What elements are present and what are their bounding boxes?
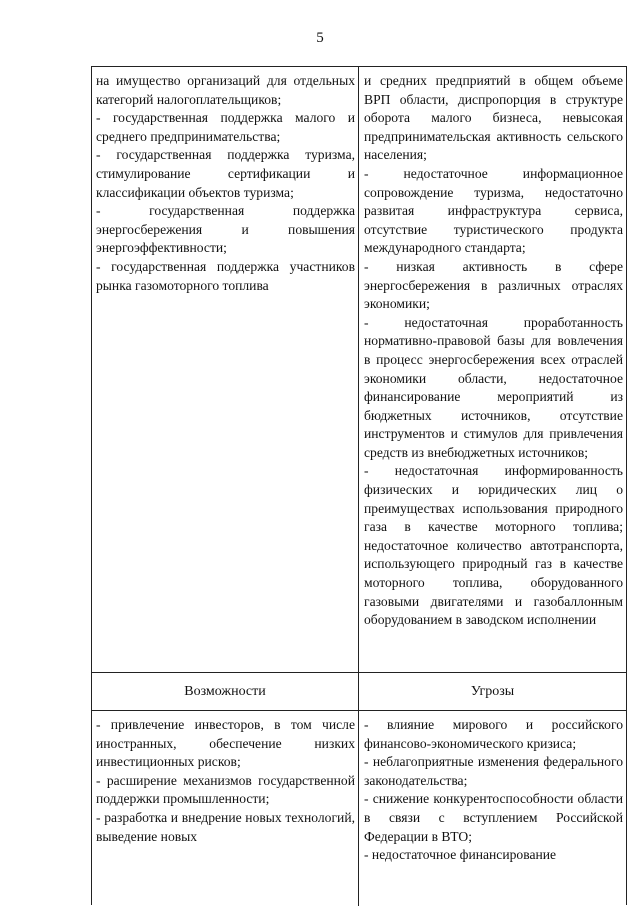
paragraph: и средних предприятий в общем объеме ВРП области, диспропорция в структуре оборота малого бизнеса, невысокая предпринимательская активность сельского населения; <box>364 73 623 163</box>
cell-support-measures <box>92 67 359 672</box>
paragraph: - государственная поддержка энергосбережения и повышения энергоэффективности; <box>96 203 355 256</box>
header-opportunities <box>92 673 359 710</box>
paragraph: - недостаточное информационное сопровождение туризма, недостаточно развитая инфраструктура сервиса, отсутствие туристического продукта международного стандарта; <box>364 165 623 256</box>
table-row-measures-weaknesses <box>92 67 626 673</box>
cell-threats <box>359 711 626 906</box>
paragraph: - снижение конкурентоспособности области в связи с вступлением Российской Федерации в ВТО; <box>364 791 623 844</box>
cell-opportunities <box>92 711 359 906</box>
paragraph: - привлечение инвесторов, в том числе иностранных, обеспечение низких инвестиционных рисков; <box>96 717 355 770</box>
paragraph: - государственная поддержка малого и среднего предпринимательства; <box>96 110 355 144</box>
paragraph: - влияние мирового и российского финансово-экономического кризиса; <box>364 717 623 751</box>
header-threats-label: Угрозы <box>470 683 515 699</box>
paragraph: - государственная поддержка туризма, стимулирование сертификации и классификации объектов туризма; <box>96 147 355 200</box>
table-row-opportunities-threats <box>92 711 626 906</box>
paragraph: - недостаточная проработанность нормативно-правовой базы для вовлечения в процесс энергосбережения всех отраслей экономики области, недостаточное финансирование мероприятий из бюджетных источников, отсутствие инструментов и стимулов для привлечения средств из внебюджетных источников; <box>364 314 623 460</box>
paragraph: - низкая активность в сфере энергосбережения в различных отраслях экономики; <box>364 258 623 312</box>
paragraph: на имущество организаций для отдельных категорий налогоплательщиков; <box>96 73 355 107</box>
paragraph: - недостаточная информированность физических и юридических лиц о преимуществах использования природного газа в качестве моторного топлива; недостаточное количество автотранспорта, использующего природный газ в качестве моторного топлива, оборудованного газовыми двигателями и газобаллонным оборудованием в заводском исполнении <box>364 463 623 628</box>
cell-weaknesses <box>359 67 626 672</box>
header-opportunities-label: Возможности <box>184 683 266 699</box>
paragraph: - недостаточное финансирование <box>364 847 557 863</box>
paragraph: - разработка и внедрение новых технологий, выведение новых <box>96 809 355 844</box>
paragraph: - расширение механизмов государственной поддержки промышленности; <box>96 772 355 807</box>
table-header-row <box>92 673 626 711</box>
swot-table <box>91 66 627 905</box>
paragraph: - государственная поддержка участников рынка газомоторного топлива <box>96 258 355 293</box>
paragraph: - неблагоприятные изменения федерального законодательства; <box>364 754 623 788</box>
header-threats <box>359 673 626 710</box>
page-number: 5 <box>316 30 324 46</box>
